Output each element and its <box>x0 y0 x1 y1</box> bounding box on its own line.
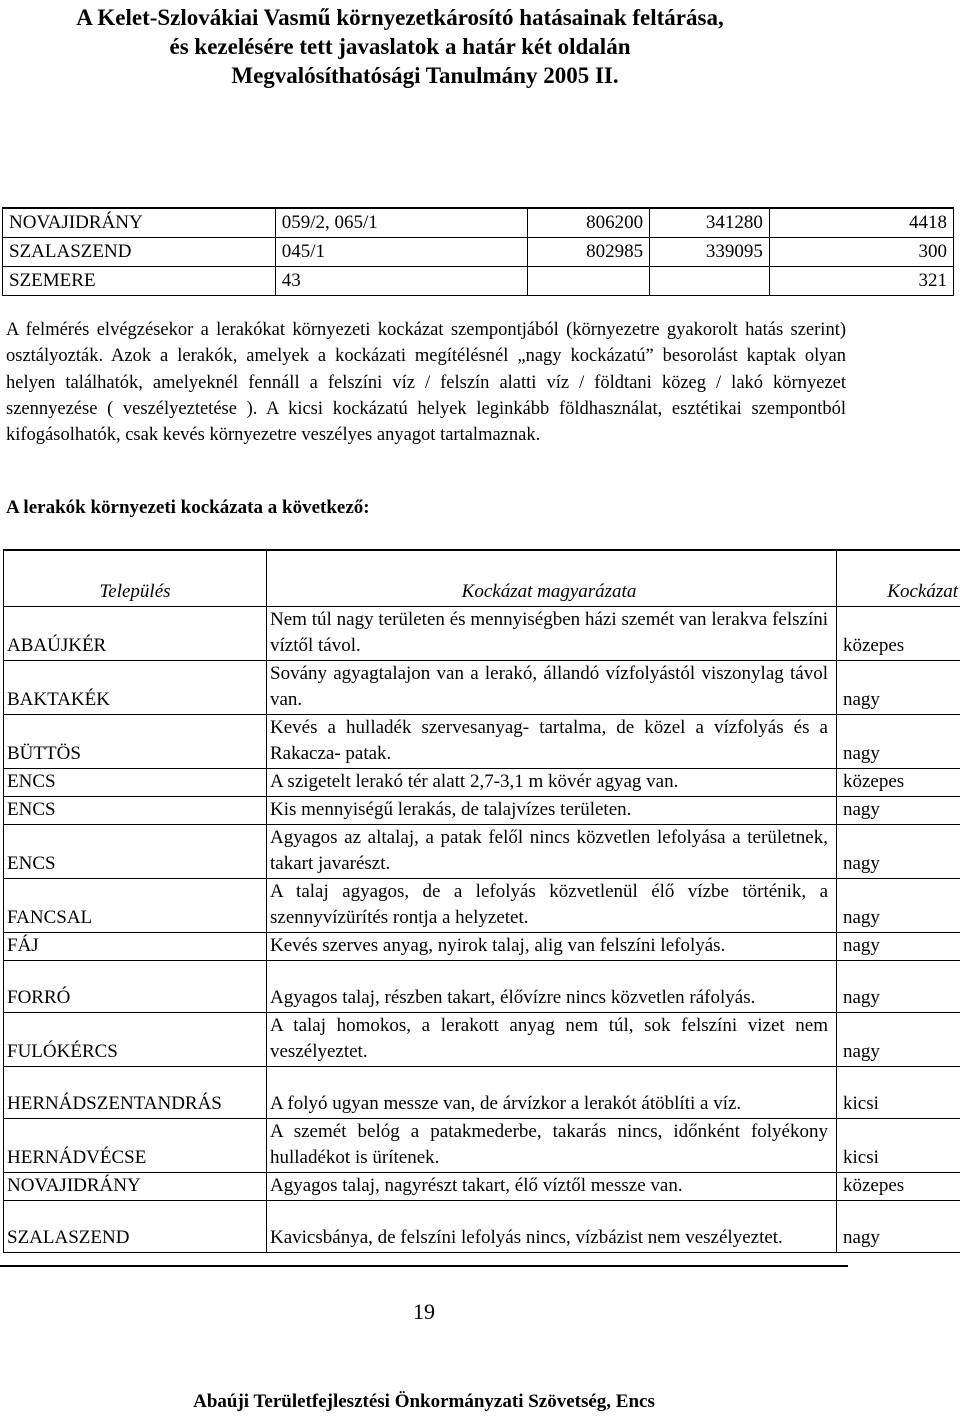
risk-row <box>4 1201 960 1253</box>
risk-cell-town: HERNÁDSZENTANDRÁS <box>4 1067 267 1119</box>
page-number: 19 <box>413 1299 435 1324</box>
sites-cell-x: 806200 <box>528 208 650 238</box>
header-risk: Kockázat <box>837 550 960 607</box>
risk-cell-town: ENCS <box>4 825 267 879</box>
sites-cell-y <box>650 267 770 296</box>
risk-row <box>4 825 960 879</box>
sites-cell-name: SZEMERE <box>3 267 276 296</box>
risk-cell-level: nagy <box>837 1201 960 1253</box>
risk-cell-level: nagy <box>837 797 960 825</box>
risk-cell-town: FULÓKÉRCS <box>4 1013 267 1067</box>
title-line-3: Megvalósíthatósági Tanulmány 2005 II. <box>231 63 619 88</box>
footer-text: Abaúji Területfejlesztési Önkormányzati Szövetség, Encs <box>193 1391 655 1412</box>
risk-heading: A lerakók környezeti kockázata a következő: <box>6 497 370 518</box>
sites-cell-parcel: 045/1 <box>275 238 528 267</box>
header-description: Kockázat magyarázata <box>267 550 837 607</box>
risk-cell-level: nagy <box>837 715 960 769</box>
sites-table <box>2 207 954 296</box>
title-line-1: A Kelet-Szlovákiai Vasmű környezetkárosító hatásainak feltárása, <box>76 5 724 30</box>
risk-row <box>4 1067 960 1119</box>
risk-cell-desc: A talaj agyagos, de a lefolyás közvetlenül élő vízbe történik, a szennyvízürítés rontja a helyzetet. <box>267 879 837 933</box>
sites-row <box>3 267 954 296</box>
risk-row <box>4 961 960 1013</box>
risk-cell-town: ENCS <box>4 769 267 797</box>
risk-cell-level: közepes <box>837 1173 960 1201</box>
sites-cell-value: 300 <box>769 238 953 267</box>
risk-cell-level: nagy <box>837 961 960 1013</box>
risk-cell-desc: Agyagos talaj, nagyrészt takart, élő víztől messze van. <box>267 1173 837 1201</box>
risk-row <box>4 607 960 661</box>
risk-cell-town: NOVAJIDRÁNY <box>4 1173 267 1201</box>
risk-cell-town: HERNÁDVÉCSE <box>4 1119 267 1173</box>
risk-table-header <box>4 550 960 607</box>
risk-table <box>3 549 960 1253</box>
risk-row <box>4 1013 960 1067</box>
risk-cell-level: közepes <box>837 607 960 661</box>
risk-row <box>4 797 960 825</box>
risk-row <box>4 769 960 797</box>
risk-cell-desc: Kevés a hulladék szervesanyag- tartalma, de közel a vízfolyás és a Rakacza- patak. <box>267 715 837 769</box>
risk-cell-desc: A talaj homokos, a lerakott anyag nem túl, sok felszíni vizet nem veszélyeztet. <box>267 1013 837 1067</box>
header-town: Település <box>4 550 267 607</box>
risk-cell-town: BÜTTÖS <box>4 715 267 769</box>
risk-row <box>4 1119 960 1173</box>
risk-cell-town: ABAÚJKÉR <box>4 607 267 661</box>
risk-cell-level: nagy <box>837 825 960 879</box>
risk-cell-level: nagy <box>837 879 960 933</box>
risk-cell-town: BAKTAKÉK <box>4 661 267 715</box>
sites-cell-name: SZALASZEND <box>3 238 276 267</box>
risk-cell-town: FÁJ <box>4 933 267 961</box>
risk-row <box>4 661 960 715</box>
risk-cell-desc: Agyagos talaj, részben takart, élővízre nincs közvetlen ráfolyás. <box>267 961 837 1013</box>
risk-cell-desc: Nem túl nagy területen és mennyiségben házi szemét van lerakva felszíni víztől távol. <box>267 607 837 661</box>
sites-cell-parcel: 43 <box>275 267 528 296</box>
sites-cell-parcel: 059/2, 065/1 <box>275 208 528 238</box>
risk-row <box>4 1173 960 1201</box>
risk-cell-level: nagy <box>837 1013 960 1067</box>
risk-cell-desc: Kis mennyiségű lerakás, de talajvízes területen. <box>267 797 837 825</box>
risk-cell-town: ENCS <box>4 797 267 825</box>
sites-cell-value: 4418 <box>769 208 953 238</box>
risk-cell-level: nagy <box>837 933 960 961</box>
title-line-2: és kezelésére tett javaslatok a határ két oldalán <box>169 34 631 59</box>
risk-row <box>4 715 960 769</box>
sites-row <box>3 238 954 267</box>
sites-cell-value: 321 <box>769 267 953 296</box>
risk-cell-desc: A szemét belóg a patakmederbe, takarás nincs, időnként folyékony hulladékot is ürítenek. <box>267 1119 837 1173</box>
sites-cell-name: NOVAJIDRÁNY <box>3 208 276 238</box>
risk-cell-desc: Kavicsbánya, de felszíni lefolyás nincs, vízbázist nem veszélyeztet. <box>267 1201 837 1253</box>
risk-cell-desc: Agyagos az altalaj, a patak felől nincs közvetlen lefolyása a területnek, takart javarészt. <box>267 825 837 879</box>
risk-cell-desc: A szigetelt lerakó tér alatt 2,7-3,1 m kövér agyag van. <box>267 769 837 797</box>
sites-cell-y: 339095 <box>650 238 770 267</box>
risk-row <box>4 933 960 961</box>
sites-cell-x: 802985 <box>528 238 650 267</box>
risk-cell-desc: Sovány agyagtalajon van a lerakó, állandó vízfolyástól viszonylag távol van. <box>267 661 837 715</box>
risk-cell-level: nagy <box>837 661 960 715</box>
sites-row <box>3 208 954 238</box>
sites-cell-y: 341280 <box>650 208 770 238</box>
risk-cell-desc: A folyó ugyan messze van, de árvízkor a lerakót átöblíti a víz. <box>267 1067 837 1119</box>
body-paragraph: A felmérés elvégzésekor a lerakókat környezeti kockázat szempontjából (környezetre gyakorolt hatás szerint) osztályozták. Azok a lerakók, amelyek a kockázati megítélésnél „nagy kockázatú” besorolást kaptak olyan helyen találhatók, amelyeknél fennáll a felszíni víz / felszín alatti víz / földtani közeg / lakó környezet szennyezése ( veszélyeztetése ). A kicsi kockázatú helyek leginkább földhasználat, esztétikai szempontból kifogásolhatók, csak kevés környezetre veszélyes anyagot tartalmaznak. <box>6 320 846 446</box>
risk-cell-desc: Kevés szerves anyag, nyirok talaj, alig van felszíni lefolyás. <box>267 933 837 961</box>
risk-cell-town: SZALASZEND <box>4 1201 267 1253</box>
footer-rule <box>0 1265 848 1267</box>
risk-cell-level: kicsi <box>837 1067 960 1119</box>
risk-cell-level: közepes <box>837 769 960 797</box>
risk-cell-level: kicsi <box>837 1119 960 1173</box>
risk-row <box>4 879 960 933</box>
risk-cell-town: FORRÓ <box>4 961 267 1013</box>
sites-cell-x <box>528 267 650 296</box>
risk-cell-town: FANCSAL <box>4 879 267 933</box>
